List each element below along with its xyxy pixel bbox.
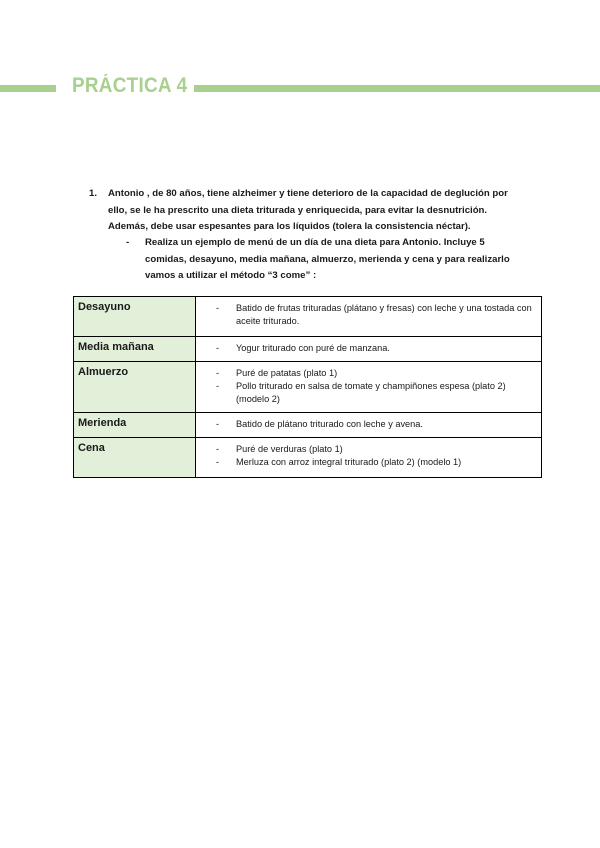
item-text: Puré de verduras (plato 1) [236,444,343,454]
item-text: Merluza con arroz integral triturado (plato 2) (modelo 1) [236,457,462,467]
meal-description [196,438,542,478]
meal-name: Almuerzo [74,362,196,413]
item-text: Yogur triturado con puré de manzana. [236,343,390,353]
meal-description [196,297,542,337]
menu-item [216,342,535,355]
meal-name: Desayuno [74,297,196,337]
header-bar-left [0,85,56,92]
sub-bullet: - [126,237,130,248]
meal-name: Merienda [74,413,196,438]
menu-row [74,413,542,438]
item-bullet: - [216,381,220,391]
item-bullet: - [216,303,220,313]
item-bullet: - [216,343,220,353]
meal-description [196,413,542,438]
item-bullet: - [216,368,220,378]
menu-item [216,302,535,328]
menu-row [74,337,542,362]
question-number: 1. [89,188,98,199]
menu-row [74,297,542,337]
question-text: Antonio , de 80 años, tiene alzheimer y tiene deterioro de la capacidad de deglución por ello, se le ha prescrito una dieta triturada y enriquecida, para evitar la desnutrición. Además, debe usar espesantes para los líquidos (tolera la consistencia néctar). [108,188,508,232]
menu-row [74,438,542,478]
menu-table [73,296,542,478]
meal-description [196,362,542,413]
item-bullet: - [216,457,220,467]
item-text: Batido de plátano triturado con leche y avena. [236,419,423,429]
meal-name: Media mañana [74,337,196,362]
item-bullet: - [216,444,220,454]
menu-item [216,456,535,469]
item-bullet: - [216,419,220,429]
meal-description [196,337,542,362]
menu-row [74,362,542,413]
sub-item-text: Realiza un ejemplo de menú de un día de una dieta para Antonio. Incluye 5 comidas, desayuno, media mañana, almuerzo, merienda y cena y para realizarlo vamos a utilizar el método “3 come” : [145,237,510,281]
menu-item [216,418,535,431]
menu-item [216,443,535,456]
item-text: Pollo triturado en salsa de tomate y champiñones espesa (plato 2) (modelo 2) [236,381,506,404]
meal-name: Cena [74,438,196,478]
header-bar-right [194,85,600,92]
item-text: Batido de frutas trituradas (plátano y fresas) con leche y una tostada con aceite triturado. [236,303,532,326]
question-1 [89,186,529,236]
menu-item [216,380,535,406]
item-text: Puré de patatas (plato 1) [236,368,338,378]
page-title: PRÁCTICA 4 [72,74,188,97]
question-sub-item [126,235,526,285]
menu-item [216,367,535,380]
